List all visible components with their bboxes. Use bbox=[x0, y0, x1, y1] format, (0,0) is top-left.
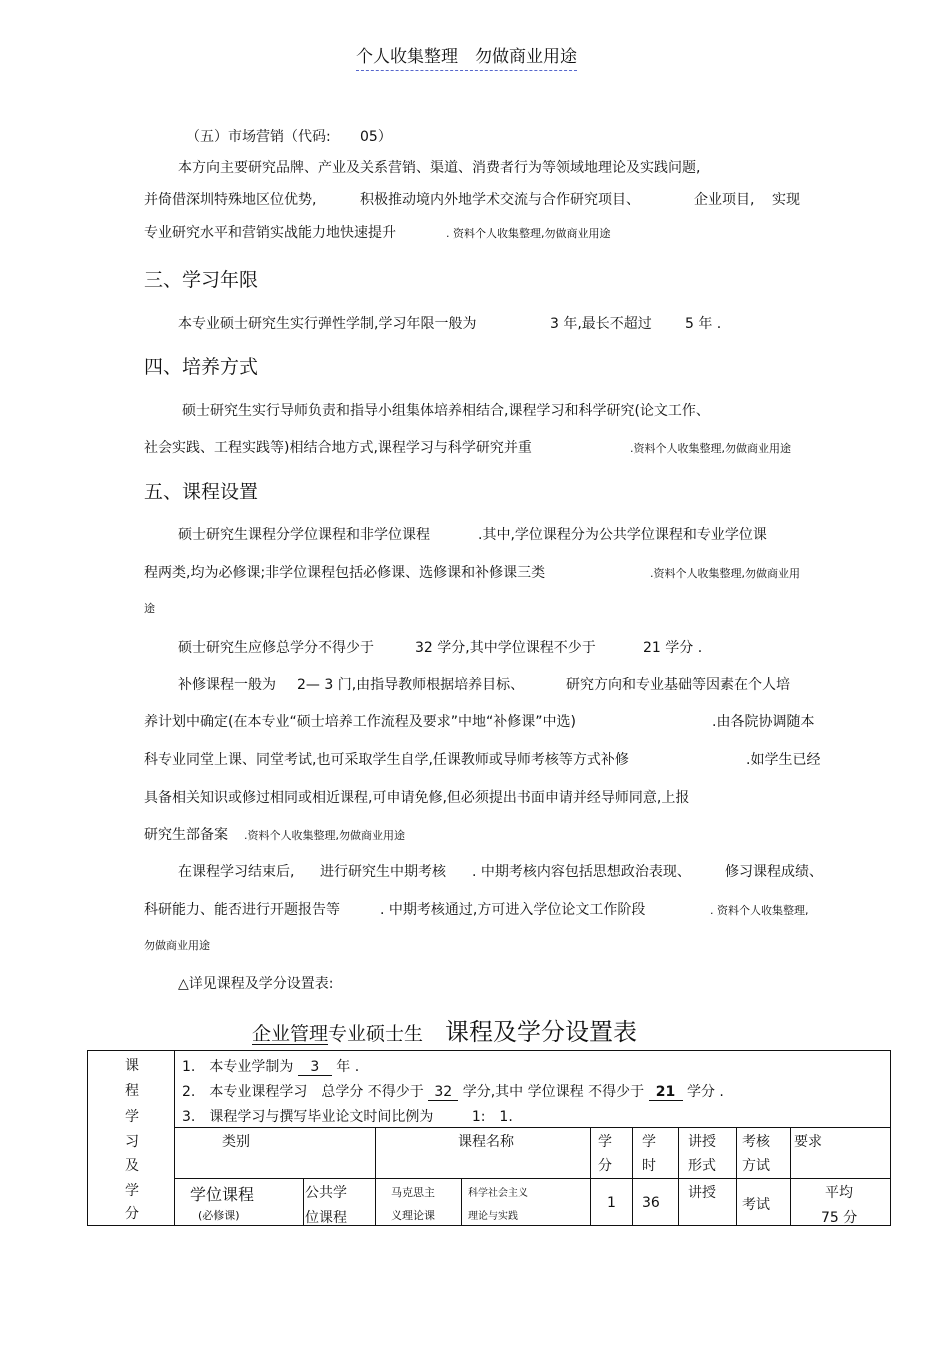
course-p4-l2-b: . 中期考核通过,方可进入学位论文工作阶段 bbox=[380, 902, 646, 918]
course-p1-l1-b: .其中,学位课程分为公共学位课程和专业学位课 bbox=[478, 527, 767, 543]
market-line-1: 本方向主要研究品牌、产业及关系营销、渠道、消费者行为等领域地理论及实践问题, bbox=[178, 160, 701, 176]
note1-suffix: 年 . bbox=[336, 1059, 360, 1075]
market-line-3-note: . 资料个人收集整理,勿做商业用途 bbox=[446, 227, 611, 240]
market-line-2a: 并倚借深圳特殊地区位优势, bbox=[144, 192, 317, 208]
course-p3-l5-note: .资料个人收集整理,勿做商业用途 bbox=[244, 829, 405, 842]
market-line-2c: 企业项目, bbox=[694, 192, 755, 208]
course-p1-l2: 程两类,均为必修课;非学位课程包括必修课、选修课和补修课三类 bbox=[144, 565, 546, 581]
row1-course-group: 马克思主 bbox=[391, 1186, 435, 1199]
col-header-teaching: 形式 bbox=[688, 1158, 716, 1174]
course-p3-l3-a: 科专业同堂上课、同堂考试,也可采取学生自学,任课教师或导师考核等方式补修 bbox=[144, 752, 629, 768]
note3-value: 1: 1. bbox=[471, 1109, 513, 1125]
market-line-2d: 实现 bbox=[772, 192, 800, 208]
course-p3-l1-c: 研究方向和专业基础等因素在个人培 bbox=[566, 677, 790, 693]
study-years-text-c: 5 年 . bbox=[685, 316, 722, 332]
study-years-text-a: 本专业硕士研究生实行弹性学制,学习年限一般为 bbox=[178, 316, 477, 332]
course-p3-l5: 研究生部备案 bbox=[144, 827, 228, 843]
row1-course-name: 科学社会主义 bbox=[468, 1188, 528, 1199]
row1-subtype: 公共学 bbox=[305, 1185, 347, 1201]
course-p3-l1-b: 2— 3 门,由指导教师根据培养目标、 bbox=[297, 677, 525, 693]
col-header-exam: 方试 bbox=[742, 1158, 770, 1174]
course-p4-l1-b: 进行研究生中期考核 bbox=[320, 864, 446, 880]
course-p3-l4: 具备相关知识或修过相同或相近课程,可申请免修,但必须提出书面申请并经导师同意,上报 bbox=[144, 790, 690, 806]
course-p2-b: 32 学分,其中学位课程不少于 bbox=[415, 640, 596, 656]
left-header-char: 及 bbox=[125, 1158, 139, 1174]
course-p4-l2-a: 科研能力、能否进行开题报告等 bbox=[144, 902, 340, 918]
course-p4-l1-a: 在课程学习结束后, bbox=[178, 864, 295, 880]
col-header-credit: 学 bbox=[598, 1134, 612, 1150]
col-header-hours: 时 bbox=[642, 1158, 656, 1174]
row1-requirement: 平均 bbox=[825, 1185, 853, 1201]
col-header-course-name: 课程名称 bbox=[458, 1134, 514, 1150]
training-mode-line-1: 硕士研究生实行导师负责和指导小组集体培养相结合,课程学习和科学研究(论文工作、 bbox=[182, 403, 710, 419]
note2-mid: 学分,其中 学位课程 不得少于 bbox=[462, 1084, 645, 1100]
left-header-char: 分 bbox=[125, 1206, 139, 1222]
table-note-1 bbox=[182, 1056, 359, 1076]
col-header-hours: 学 bbox=[642, 1134, 656, 1150]
table-title-small: 专业硕士生 bbox=[328, 1023, 424, 1045]
market-section-code: 05） bbox=[360, 129, 392, 145]
market-line-2b: 积极推动境内外地学术交流与合作研究项目、 bbox=[360, 192, 640, 208]
note2-suffix: 学分 . bbox=[686, 1084, 724, 1100]
row1-requirement: 75 分 bbox=[821, 1210, 858, 1226]
course-p3-l2-a: 养计划中确定(在本专业“硕士培养工作流程及要求”中地“补修课”中选) bbox=[144, 714, 576, 730]
left-header-char: 学 bbox=[125, 1109, 139, 1125]
course-p1-l3-note: 途 bbox=[144, 602, 155, 615]
col-header-category: 类别 bbox=[222, 1134, 250, 1150]
course-setup-heading: 五、课程设置 bbox=[144, 481, 259, 503]
study-years-text-b: 3 年,最长不超过 bbox=[550, 316, 652, 332]
course-p4-l2-note: . 资料个人收集整理, bbox=[710, 904, 809, 917]
note2-prefix: 2. 本专业课程学习 总学分 不得少于 bbox=[182, 1084, 424, 1100]
market-line-3: 专业研究水平和营销实战能力地快速提升 bbox=[144, 225, 396, 241]
note3-prefix: 3. 课程学习与撰写毕业论文时间比例为 bbox=[182, 1109, 434, 1125]
row1-course-name: 理论与实践 bbox=[468, 1211, 518, 1222]
table-title bbox=[252, 1012, 637, 1047]
study-years-heading: 三、学习年限 bbox=[144, 269, 259, 291]
left-header-char: 课 bbox=[125, 1058, 139, 1074]
row1-hours: 36 bbox=[642, 1195, 660, 1211]
table-title-underlined: 企业管理 bbox=[252, 1023, 329, 1045]
training-mode-line-2-note: .资料个人收集整理,勿做商业用途 bbox=[630, 442, 791, 455]
col-header-credit: 分 bbox=[598, 1158, 612, 1174]
left-header-char: 习 bbox=[125, 1134, 139, 1150]
course-credit-table bbox=[87, 1050, 891, 1226]
col-header-exam: 考核 bbox=[742, 1134, 770, 1150]
row1-type: 学位课程 bbox=[190, 1185, 255, 1204]
row1-subtype: 位课程 bbox=[305, 1210, 347, 1226]
training-mode-heading: 四、培养方式 bbox=[144, 356, 259, 378]
training-mode-line-2: 社会实践、工程实践等)相结合地方式,课程学习与科学研究并重 bbox=[144, 440, 532, 456]
course-p4-l1-d: 修习课程成绩、 bbox=[725, 864, 823, 880]
table-note-3 bbox=[182, 1106, 513, 1126]
row1-teaching: 讲授 bbox=[688, 1185, 716, 1201]
course-p1-l2-note: .资料个人收集整理,勿做商业用 bbox=[650, 567, 800, 580]
course-p1-l1-a: 硕士研究生课程分学位课程和非学位课程 bbox=[178, 527, 430, 543]
note2-value2: 21 bbox=[649, 1085, 683, 1101]
col-header-teaching: 讲授 bbox=[688, 1134, 716, 1150]
left-header-char: 程 bbox=[125, 1083, 139, 1099]
course-p4-l3-note: 勿做商业用途 bbox=[144, 939, 210, 952]
course-p3-l1-a: 补修课程一般为 bbox=[178, 677, 276, 693]
row1-credit: 1 bbox=[607, 1195, 616, 1211]
col-header-requirement: 要求 bbox=[794, 1134, 822, 1150]
course-table-intro: △详见课程及学分设置表: bbox=[178, 976, 334, 992]
course-p4-l1-c: . 中期考核内容包括思想政治表现、 bbox=[472, 864, 691, 880]
note2-value: 32 bbox=[428, 1085, 458, 1101]
note1-prefix: 1. 本专业学制为 bbox=[182, 1059, 294, 1075]
table-title-main: 课程及学分设置表 bbox=[445, 1018, 638, 1046]
page-header-watermark: 个人收集整理 勿做商业用途 bbox=[356, 42, 577, 71]
left-header-char: 学 bbox=[125, 1183, 139, 1199]
course-p3-l3-b: .如学生已经 bbox=[746, 752, 821, 768]
course-p2-c: 21 学分 . bbox=[643, 640, 703, 656]
note1-value: 3 bbox=[298, 1060, 332, 1076]
row1-type-note: (必修课) bbox=[198, 1209, 240, 1222]
row1-course-group: 义理论课 bbox=[391, 1209, 435, 1222]
market-section-title: （五）市场营销（代码: bbox=[186, 129, 331, 145]
course-p3-l2-b: .由各院协调随本 bbox=[712, 714, 815, 730]
course-p2-a: 硕士研究生应修总学分不得少于 bbox=[178, 640, 374, 656]
row1-exam: 考试 bbox=[742, 1197, 770, 1213]
table-note-2 bbox=[182, 1081, 724, 1101]
